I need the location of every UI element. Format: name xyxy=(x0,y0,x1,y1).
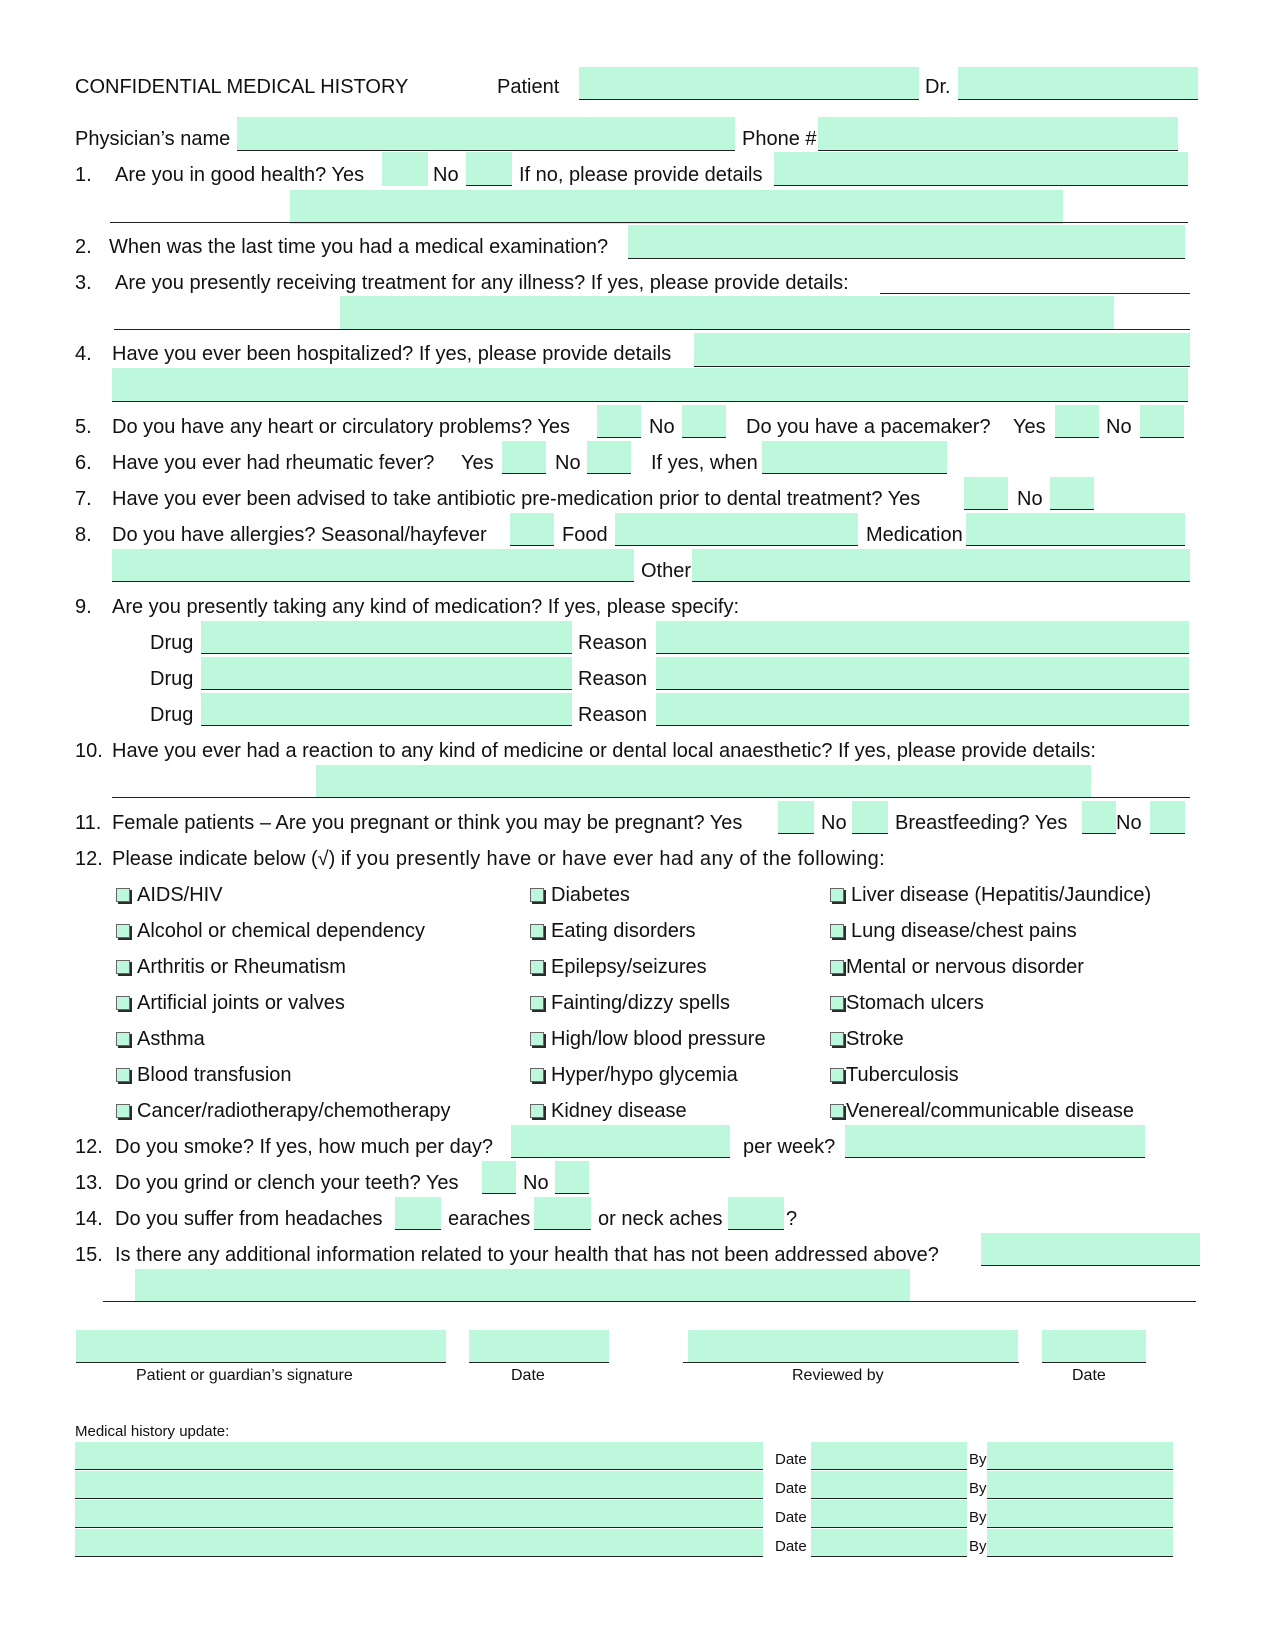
q9-drug-label-2: Drug xyxy=(150,668,194,690)
reviewed-date-label: Date xyxy=(1072,1367,1106,1384)
condition-checkbox[interactable] xyxy=(116,888,130,902)
reviewed-by-field[interactable] xyxy=(688,1330,1018,1363)
q1-details-field[interactable] xyxy=(774,152,1188,186)
q14-question-mark: ? xyxy=(786,1208,798,1230)
condition-checkbox[interactable] xyxy=(530,996,544,1010)
q6-when-label: If yes, when xyxy=(651,452,758,474)
update-date-label: Date xyxy=(775,1538,807,1555)
condition-label: Lung disease/chest pains xyxy=(851,920,1077,942)
q5-pacemaker-no-label: No xyxy=(1106,416,1132,438)
q6-yes-line xyxy=(502,473,546,474)
update-by-field[interactable] xyxy=(987,1442,1173,1470)
patient-signature-field[interactable] xyxy=(76,1330,446,1363)
q9-reason-field-1[interactable] xyxy=(656,621,1189,654)
q8-other-label: Other xyxy=(641,560,692,582)
smoke-per-week-field[interactable] xyxy=(845,1125,1145,1158)
q11-text: Female patients – Are you pregnant or think you may be pregnant? Yes xyxy=(112,812,743,834)
q7-no-label: No xyxy=(1017,488,1043,510)
q3-field[interactable] xyxy=(340,296,1114,330)
q7-no-line xyxy=(1050,509,1094,510)
reviewed-date-field[interactable] xyxy=(1042,1330,1146,1363)
phone-field[interactable] xyxy=(818,117,1178,151)
patient-name-field[interactable] xyxy=(579,67,919,100)
update-date-field[interactable] xyxy=(811,1471,967,1499)
update-note-line xyxy=(75,1527,763,1528)
q9-drug-line-2 xyxy=(201,689,572,690)
headaches-line xyxy=(395,1229,441,1230)
patient-date-field[interactable] xyxy=(469,1330,609,1363)
update-by-label: By xyxy=(969,1451,987,1468)
q1-details-line xyxy=(774,185,1188,186)
update-date-line xyxy=(811,1527,967,1528)
q9-reason-label-3: Reason xyxy=(578,704,647,726)
q1-details-line-2 xyxy=(110,222,1188,223)
update-note-field[interactable] xyxy=(75,1471,763,1499)
condition-label: Alcohol or chemical dependency xyxy=(137,920,425,942)
q15-field[interactable] xyxy=(981,1233,1200,1266)
condition-label: Stomach ulcers xyxy=(846,992,984,1014)
update-note-field[interactable] xyxy=(75,1500,763,1528)
q5-no-label: No xyxy=(649,416,675,438)
q5-no-field[interactable] xyxy=(682,405,726,438)
q7-number: 7. xyxy=(75,488,92,510)
condition-label: Arthritis or Rheumatism xyxy=(137,956,346,978)
q15-line-2 xyxy=(103,1301,1196,1302)
q6-no-field[interactable] xyxy=(587,441,631,474)
update-date-line xyxy=(811,1556,967,1557)
condition-label: Fainting/dizzy spells xyxy=(551,992,730,1014)
condition-label: Cancer/radiotherapy/chemotherapy xyxy=(137,1100,451,1122)
q7-yes-line xyxy=(964,509,1008,510)
smoke-week-label: per week? xyxy=(743,1136,836,1158)
physician-label: Physician’s name xyxy=(75,128,231,150)
q9-reason-label-2: Reason xyxy=(578,668,647,690)
update-date-field[interactable] xyxy=(811,1529,967,1557)
q5-pacemaker-yes-label: Yes xyxy=(1013,416,1046,438)
q2-line xyxy=(628,258,1185,259)
q6-yes-label: Yes xyxy=(461,452,494,474)
update-by-field[interactable] xyxy=(987,1500,1173,1528)
neck-aches-line xyxy=(728,1229,784,1230)
q14-number: 14. xyxy=(75,1208,103,1230)
q2-text: When was the last time you had a medical examination? xyxy=(109,236,609,258)
q6-when-line xyxy=(762,473,947,474)
q12-number: 12. xyxy=(75,848,103,870)
update-by-field[interactable] xyxy=(987,1529,1173,1557)
q9-reason-line-2 xyxy=(656,689,1189,690)
update-by-label: By xyxy=(969,1509,987,1526)
q10-line xyxy=(112,797,1190,798)
condition-label: Asthma xyxy=(137,1028,205,1050)
condition-label: Diabetes xyxy=(551,884,630,906)
q8-food-line xyxy=(615,545,858,546)
update-by-field[interactable] xyxy=(987,1471,1173,1499)
q13-number: 13. xyxy=(75,1172,103,1194)
q5-pacemaker-no-field[interactable] xyxy=(1140,405,1184,438)
condition-label: Venereal/communicable disease xyxy=(846,1100,1134,1122)
update-by-line xyxy=(987,1498,1173,1499)
q12-text-a: Please indicate below (√) if you presently have or have ever had any of the following: xyxy=(112,848,886,870)
update-date-line xyxy=(811,1498,967,1499)
q8-medication-label: Medication xyxy=(866,524,963,546)
doctor-label: Dr. xyxy=(925,76,951,98)
q11-no-label: No xyxy=(821,812,847,834)
q11-yes-line xyxy=(778,833,814,834)
q11-breastfeeding-no-field[interactable] xyxy=(1150,801,1185,834)
condition-checkbox[interactable] xyxy=(530,960,544,974)
q2-number: 2. xyxy=(75,236,92,258)
q1-yes-field[interactable] xyxy=(382,152,428,186)
q8-seasonal-line xyxy=(510,545,554,546)
q2-field[interactable] xyxy=(628,225,1185,259)
q10-number: 10. xyxy=(75,740,103,762)
condition-label: Mental or nervous disorder xyxy=(846,956,1084,978)
condition-checkbox[interactable] xyxy=(116,1068,130,1082)
condition-label: Tuberculosis xyxy=(846,1064,959,1086)
condition-checkbox[interactable] xyxy=(530,1104,544,1118)
q9-reason-field-3[interactable] xyxy=(656,693,1189,726)
condition-checkbox[interactable] xyxy=(830,1068,844,1082)
update-note-line xyxy=(75,1556,763,1557)
condition-checkbox[interactable] xyxy=(830,1032,844,1046)
q13-no-field[interactable] xyxy=(555,1161,589,1194)
q15-field-2[interactable] xyxy=(135,1269,910,1302)
update-by-line xyxy=(987,1556,1173,1557)
q7-text: Have you ever been advised to take antibiotic pre-medication prior to dental treatment? Yes xyxy=(112,488,921,510)
q8-other-line xyxy=(692,581,1190,582)
condition-checkbox[interactable] xyxy=(116,1032,130,1046)
q4-field[interactable] xyxy=(694,333,1190,367)
q6-no-label: No xyxy=(555,452,581,474)
q4-text: Have you ever been hospitalized? If yes, please provide details xyxy=(112,343,672,365)
update-date-label: Date xyxy=(775,1480,807,1497)
condition-checkbox[interactable] xyxy=(830,888,844,902)
condition-label: Artificial joints or valves xyxy=(137,992,345,1014)
q9-drug-field-1[interactable] xyxy=(201,621,572,654)
q7-yes-field[interactable] xyxy=(964,477,1008,510)
q9-reason-line-1 xyxy=(656,653,1189,654)
q10-field[interactable] xyxy=(316,765,1091,798)
q13-text: Do you grind or clench your teeth? Yes xyxy=(115,1172,459,1194)
update-note-field[interactable] xyxy=(75,1442,763,1470)
condition-checkbox[interactable] xyxy=(830,1104,844,1118)
update-label: Medical history update: xyxy=(75,1423,230,1440)
q9-reason-line-3 xyxy=(656,725,1189,726)
condition-checkbox[interactable] xyxy=(830,960,844,974)
q8-medication-line xyxy=(966,545,1185,546)
q11-breastfeeding-label: Breastfeeding? Yes xyxy=(895,812,1068,834)
update-note-line xyxy=(75,1469,763,1470)
doctor-underline xyxy=(958,99,1198,100)
q9-drug-line-1 xyxy=(201,653,572,654)
update-by-label: By xyxy=(969,1538,987,1555)
patient-underline xyxy=(579,99,919,100)
update-date-line xyxy=(811,1469,967,1470)
q8-food-field[interactable] xyxy=(615,513,858,546)
q6-text: Have you ever had rheumatic fever? xyxy=(112,452,435,474)
q12b-text: Do you smoke? If yes, how much per day? xyxy=(115,1136,493,1158)
q4-number: 4. xyxy=(75,343,92,365)
q1-details-field-2[interactable] xyxy=(290,190,1063,224)
q15-text: Is there any additional information related to your health that has not been addressed above? xyxy=(115,1244,939,1266)
q1-no-field[interactable] xyxy=(466,152,512,186)
earaches-line xyxy=(534,1229,591,1230)
update-by-line xyxy=(987,1527,1173,1528)
condition-checkbox[interactable] xyxy=(116,924,130,938)
q9-drug-line-3 xyxy=(201,725,572,726)
q6-no-line xyxy=(587,473,631,474)
smoke-per-day-line xyxy=(511,1157,730,1158)
q9-drug-field-2[interactable] xyxy=(201,657,572,690)
q3-line-2 xyxy=(114,329,1190,330)
q8-medication-line-2 xyxy=(112,581,634,582)
q5-pacemaker-no-line xyxy=(1140,437,1184,438)
condition-checkbox[interactable] xyxy=(830,924,844,938)
q5-text: Do you have any heart or circulatory problems? Yes xyxy=(112,416,571,438)
q4-line xyxy=(694,366,1190,367)
q1-details-label: If no, please provide details xyxy=(519,164,763,186)
condition-label: Eating disorders xyxy=(551,920,696,942)
reviewed-by-label: Reviewed by xyxy=(792,1367,884,1384)
form-title: CONFIDENTIAL MEDICAL HISTORY xyxy=(75,76,409,98)
q9-text: Are you presently taking any kind of medication? If yes, please specify: xyxy=(112,596,740,618)
neck-aches-field[interactable] xyxy=(728,1197,784,1230)
phone-label: Phone # xyxy=(742,128,817,150)
q9-number: 9. xyxy=(75,596,92,618)
q5-number: 5. xyxy=(75,416,92,438)
q6-number: 6. xyxy=(75,452,92,474)
q15-number: 15. xyxy=(75,1244,103,1266)
q13-yes-field[interactable] xyxy=(482,1161,516,1194)
update-note-field[interactable] xyxy=(75,1529,763,1557)
q4-field-2[interactable] xyxy=(112,368,1188,402)
condition-label: AIDS/HIV xyxy=(137,884,223,906)
reviewed-date-line xyxy=(1042,1362,1146,1363)
q13-no-label: No xyxy=(523,1172,549,1194)
q5-pacemaker-label: Do you have a pacemaker? xyxy=(746,416,991,438)
q13-no-line xyxy=(555,1193,589,1194)
condition-checkbox[interactable] xyxy=(830,996,844,1010)
q1-no-label: No xyxy=(433,164,459,186)
q1-no-line xyxy=(466,185,512,186)
patient-date-line xyxy=(469,1362,609,1363)
q9-reason-label-1: Reason xyxy=(578,632,647,654)
q11-no-field[interactable] xyxy=(852,801,888,834)
q8-seasonal-field[interactable] xyxy=(510,513,554,546)
physician-name-field[interactable] xyxy=(237,117,735,151)
condition-label: Stroke xyxy=(846,1028,904,1050)
condition-checkbox[interactable] xyxy=(530,1032,544,1046)
earaches-label: earaches xyxy=(448,1208,531,1230)
condition-label: Kidney disease xyxy=(551,1100,687,1122)
update-date-field[interactable] xyxy=(811,1442,967,1470)
q9-drug-label-1: Drug xyxy=(150,632,194,654)
q13-yes-line xyxy=(482,1193,516,1194)
q5-pacemaker-yes-line xyxy=(1055,437,1099,438)
q3-line xyxy=(880,293,1190,294)
q8-food-label: Food xyxy=(562,524,608,546)
q11-number: 11. xyxy=(75,812,102,834)
update-date-field[interactable] xyxy=(811,1500,967,1528)
q8-medication-field-2[interactable] xyxy=(112,549,634,582)
update-date-label: Date xyxy=(775,1509,807,1526)
condition-checkbox[interactable] xyxy=(530,888,544,902)
q5-no-line xyxy=(682,437,726,438)
q11-yes-field[interactable] xyxy=(778,801,814,834)
q11-no-line xyxy=(852,833,888,834)
q6-yes-field[interactable] xyxy=(502,441,546,474)
condition-label: Blood transfusion xyxy=(137,1064,292,1086)
condition-checkbox[interactable] xyxy=(530,1068,544,1082)
reviewed-by-line xyxy=(683,1362,1019,1363)
smoke-per-week-line xyxy=(845,1157,1145,1158)
q8-text: Do you have allergies? Seasonal/hayfever xyxy=(112,524,487,546)
headaches-field[interactable] xyxy=(395,1197,441,1230)
q10-text: Have you ever had a reaction to any kind of medicine or dental local anaesthetic? If yes, please provide details: xyxy=(112,740,1096,762)
smoke-per-day-field[interactable] xyxy=(511,1125,730,1158)
neck-aches-label: or neck aches xyxy=(598,1208,723,1230)
condition-label: Liver disease (Hepatitis/Jaundice) xyxy=(851,884,1152,906)
q1-text: Are you in good health? Yes xyxy=(115,164,365,186)
q9-reason-field-2[interactable] xyxy=(656,657,1189,690)
q8-number: 8. xyxy=(75,524,92,546)
patient-signature-label: Patient or guardian’s signature xyxy=(136,1367,353,1384)
update-by-label: By xyxy=(969,1480,987,1497)
physician-underline xyxy=(237,150,735,151)
q11-breastfeeding-yes-line xyxy=(1082,833,1116,834)
condition-label: Epilepsy/seizures xyxy=(551,956,707,978)
condition-label: High/low blood pressure xyxy=(551,1028,766,1050)
q5-pacemaker-yes-field[interactable] xyxy=(1055,405,1099,438)
condition-checkbox[interactable] xyxy=(530,924,544,938)
q1-number: 1. xyxy=(75,164,92,186)
q9-drug-label-3: Drug xyxy=(150,704,194,726)
condition-checkbox[interactable] xyxy=(116,996,130,1010)
q11-breastfeeding-yes-field[interactable] xyxy=(1082,801,1116,834)
condition-label: Hyper/hypo glycemia xyxy=(551,1064,738,1086)
q12b-number: 12. xyxy=(75,1136,103,1158)
condition-checkbox[interactable] xyxy=(116,1104,130,1118)
patient-date-label: Date xyxy=(511,1367,545,1384)
q9-drug-field-3[interactable] xyxy=(201,693,572,726)
q6-when-field[interactable] xyxy=(762,441,947,474)
condition-checkbox[interactable] xyxy=(116,960,130,974)
q11-breastfeeding-no-label: No xyxy=(1116,812,1142,834)
q15-line xyxy=(981,1265,1200,1266)
q3-number: 3. xyxy=(75,272,92,294)
update-by-line xyxy=(987,1469,1173,1470)
q5-yes-field[interactable] xyxy=(597,405,641,438)
earaches-field[interactable] xyxy=(534,1197,591,1230)
phone-underline xyxy=(818,150,1178,151)
q8-other-field[interactable] xyxy=(692,549,1190,582)
q8-medication-field[interactable] xyxy=(966,513,1185,546)
q11-breastfeeding-no-line xyxy=(1150,833,1185,834)
q4-line-2 xyxy=(112,401,1188,402)
patient-signature-line xyxy=(76,1362,446,1363)
q7-no-field[interactable] xyxy=(1050,477,1094,510)
doctor-field[interactable] xyxy=(958,67,1198,100)
q3-text: Are you presently receiving treatment for any illness? If yes, please provide details: xyxy=(115,272,849,294)
update-date-label: Date xyxy=(775,1451,807,1468)
q14-text: Do you suffer from headaches xyxy=(115,1208,383,1230)
update-note-line xyxy=(75,1498,763,1499)
q5-yes-line xyxy=(597,437,641,438)
patient-label: Patient xyxy=(497,76,560,98)
